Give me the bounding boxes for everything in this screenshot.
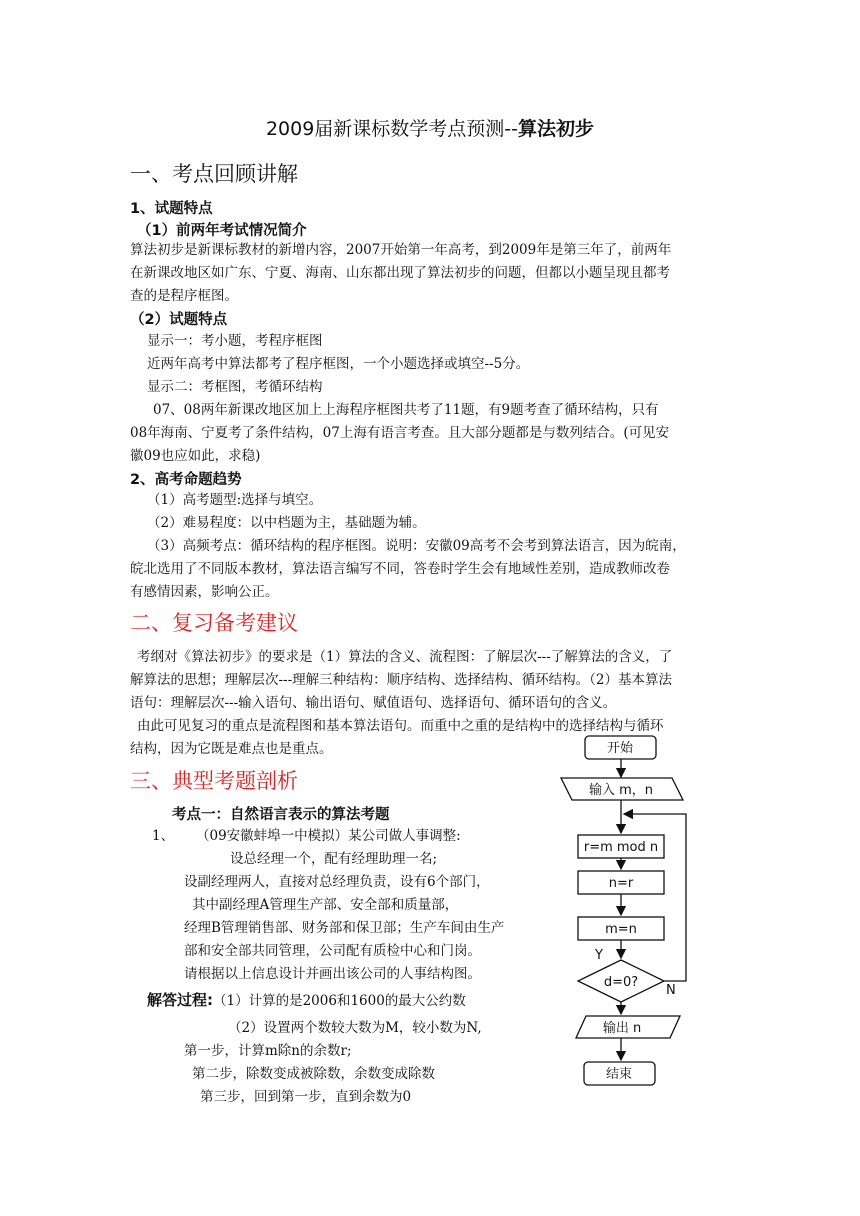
para1-line2: 在新课改地区如广东、宁夏、海南、山东都出现了算法初步的问题，但都以小题呈现且都考 (130, 265, 670, 281)
ans-line4: 第二步，除数变成被除数，余数变成除数 (192, 1066, 435, 1082)
sec2-line4: 由此可见复习的重点是流程图和基本算法语句。而重中之重的是结构中的选择结构与循环 (137, 718, 664, 734)
para1-line1: 算法初步是新课标教材的新增内容，2007开始第一年高考，到2009年是第三年了，前两年 (130, 242, 672, 258)
ans-line3: 第一步，计算m除n的余数r; (184, 1043, 352, 1059)
lines2-line3: 显示二：考框图，考循环结构 (147, 379, 323, 395)
lines3-line5: 有感情因素，影响公正。 (130, 584, 279, 600)
lines2-line6: 徽09也应如此，求稳) (130, 448, 261, 464)
sub1-heading: 1、试题特点 (130, 201, 213, 217)
lines3-line4: 皖北选用了不同版本教材，算法语言编写不同，答卷时学生会有地域性差别，造成教师改卷 (130, 561, 670, 577)
flow-input: 输入 m，n (588, 783, 654, 798)
flow-step1: r=m mod n (583, 840, 659, 855)
sub1-2-heading: （2）试题特点 (130, 312, 228, 328)
lines2-line2: 近两年高考中算法都考了程序框图，一个小题选择或填空--5分。 (147, 356, 530, 372)
sec3-sub: 考点一：自然语言表示的算法考题 (172, 807, 390, 823)
sec2-line5: 结构，因为它既是难点也是重点。 (130, 741, 333, 757)
flow-step3: m=n (605, 922, 637, 937)
q-number: 1、 (152, 828, 175, 844)
flow-cond: d=0? (603, 975, 639, 990)
q-line3: 设副经理两人，直接对总经理负责，设有6个部门， (184, 874, 490, 890)
q-line5: 经理B管理销售部、财务部和保卫部；生产车间由生产 (184, 920, 505, 936)
section2-heading: 二、复习备考建议 (130, 611, 298, 635)
para1-line3: 查的是程序框图。 (130, 288, 238, 304)
q-line7: 请根据以上信息设计并画出该公司的人事结构图。 (184, 966, 481, 982)
lines3-line2: （2）难易程度：以中档题为主，基础题为辅。 (147, 515, 426, 531)
flow-yes: Y (595, 948, 603, 963)
sub2-heading: 2、高考命题趋势 (130, 472, 242, 488)
flow-start: 开始 (606, 741, 634, 756)
lines2-line5: 08年海南、宁夏考了条件结构，07上海有语言考查。且大部分题都是与数列结合。(可见安 (130, 425, 670, 441)
sub1-1-heading: （1）前两年考试情况简介 (137, 223, 307, 239)
flow-step2: n=r (608, 876, 634, 891)
answer-line1: （1）计算的是2006和1600的最大公约数 (213, 993, 466, 1009)
q-line4: 其中副经理A管理生产部、安全部和质量部， (192, 897, 459, 913)
lines2-line1: 显示一：考小题，考程序框图 (147, 333, 323, 349)
lines2-line4: 07、08两年新课改地区加上上海程序框图共考了11题，有9题考查了循环结构，只有 (153, 402, 659, 418)
section3-heading: 三、典型考题剖析 (130, 769, 298, 793)
section1-heading: 一、考点回顾讲解 (130, 162, 298, 186)
flow-no: N (666, 983, 676, 998)
answer-label: 解答过程: (147, 991, 213, 1009)
q-line6: 部和安全部共同管理，公司配有质检中心和门岗。 (184, 943, 481, 959)
sec2-line2: 解算法的思想；理解层次---理解三种结构：顺序结构、选择结构、循环结构。（2）基本算法 (130, 672, 673, 688)
q-line2: 设总经理一个，配有经理助理一名; (230, 851, 438, 867)
lines3-line3: （3）高频考点：循环结构的程序框图。说明：安徽09高考不会考到算法语言，因为皖南， (147, 538, 686, 554)
ans-line5: 第三步，回到第一步，直到余数为0 (200, 1089, 412, 1105)
flow-output: 输出 n (602, 1021, 642, 1036)
q-line1: （09安徽蚌埠一中模拟）某公司做人事调整: (196, 828, 461, 844)
lines3-line1: （1）高考题型:选择与填空。 (147, 492, 323, 508)
sec2-line1: 考纲对《算法初步》的要求是（1）算法的含义、流程图：了解层次---了解算法的含义，了 (137, 649, 673, 665)
ans-line2: （2）设置两个数较大数为M，较小数为N, (228, 1020, 482, 1036)
sec2-line3: 语句：理解层次---输入语句、输出语句、赋值语句、选择语句、循环语句的含义。 (130, 695, 617, 711)
flow-end: 结束 (605, 1067, 633, 1082)
title-bold: 算法初步 (518, 118, 595, 140)
title-plain: 2009届新课标数学考点预测-- (265, 118, 519, 140)
